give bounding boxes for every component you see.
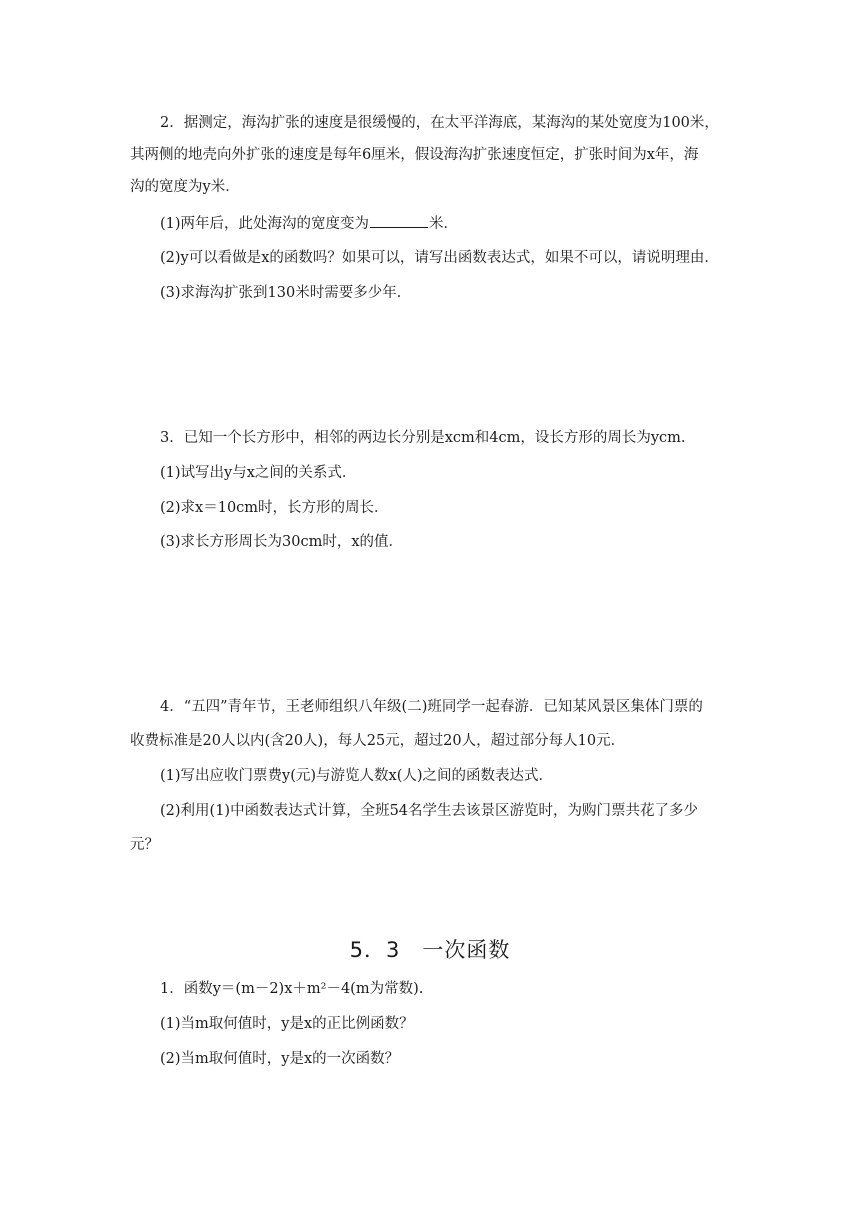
q4-part-2-line-1: (2)利用(1)中函数表达式计算，全班54名学生去该景区游览时，为购门票共花了多少 [160, 803, 699, 819]
s1-part-1: (1)当m取何值时，y是x的正比例函数？ [160, 1016, 414, 1032]
q2-part-1-unit: 米． [429, 216, 459, 232]
q4-part-2-line-2: 元？ [130, 837, 159, 853]
answer-blank[interactable] [370, 213, 428, 228]
q3-line-1: 3．已知一个长方形中，相邻的两边长分别是xcm和4cm，设长方形的周长为ycm. [160, 430, 686, 446]
s1-part-2: (2)当m取何值时，y是x的一次函数？ [160, 1051, 400, 1067]
q2-part-3: (3)求海沟扩张到130米时需要多少年． [160, 285, 412, 301]
q2-line-3: 沟的宽度为y米． [130, 179, 240, 195]
q2-part-1-text: (1)两年后，此处海沟的宽度变为 [160, 216, 370, 232]
q4-line-1: 4．“五四”青年节，王老师组织八年级(二)班同学一起春游．已知某风景区集体门票的 [160, 699, 703, 715]
s1-line-1: 1．函数y＝(m－2)x＋m²－4(m为常数). [160, 981, 424, 997]
section-heading: 5．3 一次函数 [349, 938, 511, 962]
q2-part-2: (2)y可以看做是x的函数吗？如果可以，请写出函数表达式，如果不可以，请说明理由． [160, 250, 719, 266]
q2-line-1: 2．据测定，海沟扩张的速度是很缓慢的，在太平洋海底，某海沟的某处宽度为100米， [160, 115, 719, 131]
q2-line-2: 其两侧的地壳向外扩张的速度是每年6厘米，假设海沟扩张速度恒定，扩张时间为x年，海 [130, 147, 699, 163]
q4-line-2: 收费标准是20人以内(含20人)，每人25元，超过20人，超过部分每人10元． [130, 733, 626, 749]
q3-part-2: (2)求x＝10cm时，长方形的周长． [160, 500, 389, 516]
q3-part-1: (1)试写出y与x之间的关系式． [160, 465, 357, 481]
q3-part-3: (3)求长方形周长为30cm时，x的值． [160, 534, 404, 550]
q4-part-1: (1)写出应收门票费y(元)与游览人数x(人)之间的函数表达式． [160, 768, 554, 784]
q2-part-1 [160, 213, 458, 234]
